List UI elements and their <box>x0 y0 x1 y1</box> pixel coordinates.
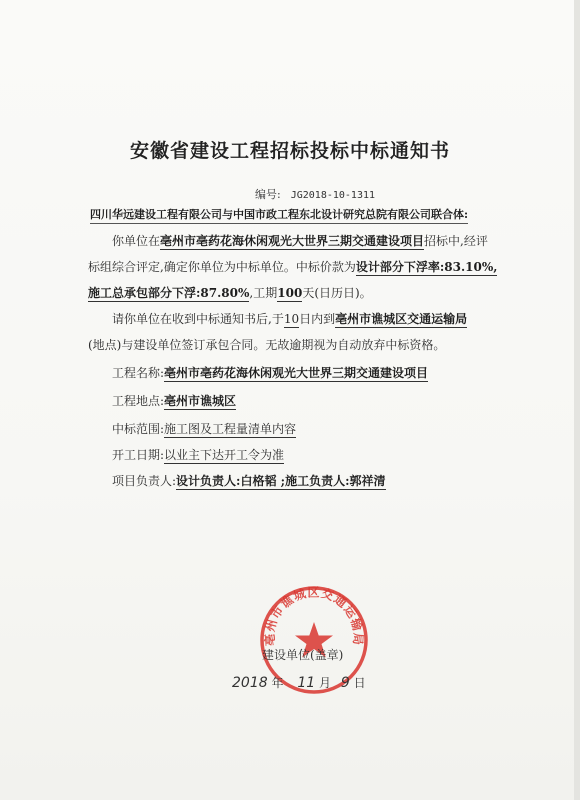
para1-text-a: 你单位在 <box>112 234 161 248</box>
field-value: 以业主下达开工令为准 <box>164 448 285 462</box>
project-name-inline: 亳州市亳药花海休闲观光大世界三期交通建设项目 <box>160 234 425 248</box>
contract-days: 10 <box>283 312 300 326</box>
contract-place: 亳州市谯城区交通运输局 <box>335 312 468 326</box>
para2-text-a: 请你单位在收到中标通知书后,于 <box>112 312 284 326</box>
date-day-unit: 日 <box>353 676 366 690</box>
para2-line1 <box>112 310 467 327</box>
date-year-unit: 年 <box>271 676 284 690</box>
field-label: 开工日期: <box>112 448 165 462</box>
field-value: 亳州市谯城区 <box>164 394 237 408</box>
field-label: 工程名称: <box>112 366 165 380</box>
seal-text: 亳州市谯城区交通运输局 <box>262 585 366 647</box>
date-year: 2018 <box>232 675 268 691</box>
para2-line2 <box>88 336 445 353</box>
field-label: 工程地点: <box>112 394 165 408</box>
para1-line2 <box>88 258 497 275</box>
doc-no-value: JG2018-10-1311 <box>290 190 376 201</box>
field-value: 设计负责人:白格韬 ;施工负责人:郭祥清 <box>176 474 386 488</box>
page-edge <box>574 0 580 800</box>
field-bid-scope <box>112 420 296 437</box>
para1-text-b: 招标中,经评 <box>424 234 488 248</box>
para1-text-e: 天(日历日)。 <box>302 286 372 300</box>
field-label: 项目负责人: <box>112 474 177 488</box>
signature-label: 建设单位(盖章) <box>262 648 344 662</box>
addressee: 四川华远建设工程有限公司与中国市政工程东北设计研究总院有限公司联合体: <box>90 206 468 224</box>
construction-discount-rate: 施工总承包部分下浮:87.80% <box>88 286 250 300</box>
doc-no-label: 编号: <box>255 188 281 201</box>
field-value: 亳州市亳药花海休闲观光大世界三期交通建设项目 <box>164 366 429 380</box>
para2-text-b: 日内到 <box>299 312 336 326</box>
para1-text-d: ,工期 <box>249 286 278 300</box>
para1-line1 <box>112 232 488 249</box>
field-project-leader <box>112 472 386 489</box>
field-start-date <box>112 446 284 463</box>
document-number <box>255 186 375 202</box>
document-title: 安徽省建设工程招标投标中标通知书 <box>129 140 450 162</box>
field-project-location <box>112 392 236 409</box>
date-month-unit: 月 <box>318 676 331 690</box>
design-discount-rate: 设计部分下浮率:83.10%, <box>355 260 498 274</box>
field-value: 施工图及工程量清单内容 <box>164 422 297 436</box>
duration-days: 100 <box>277 286 303 300</box>
para1-line3 <box>88 284 372 301</box>
field-label: 中标范围: <box>112 422 165 436</box>
para1-text-c: 标组综合评定,确定你单位为中标单位。中标价款为 <box>88 260 356 274</box>
field-project-name <box>112 364 428 381</box>
issue-date <box>232 674 366 691</box>
date-month: 11 <box>297 675 316 691</box>
date-day: 9 <box>340 675 350 691</box>
para2-text-c: (地点)与建设单位签订承包合同。无故逾期视为自动放弃中标资格。 <box>88 338 446 352</box>
